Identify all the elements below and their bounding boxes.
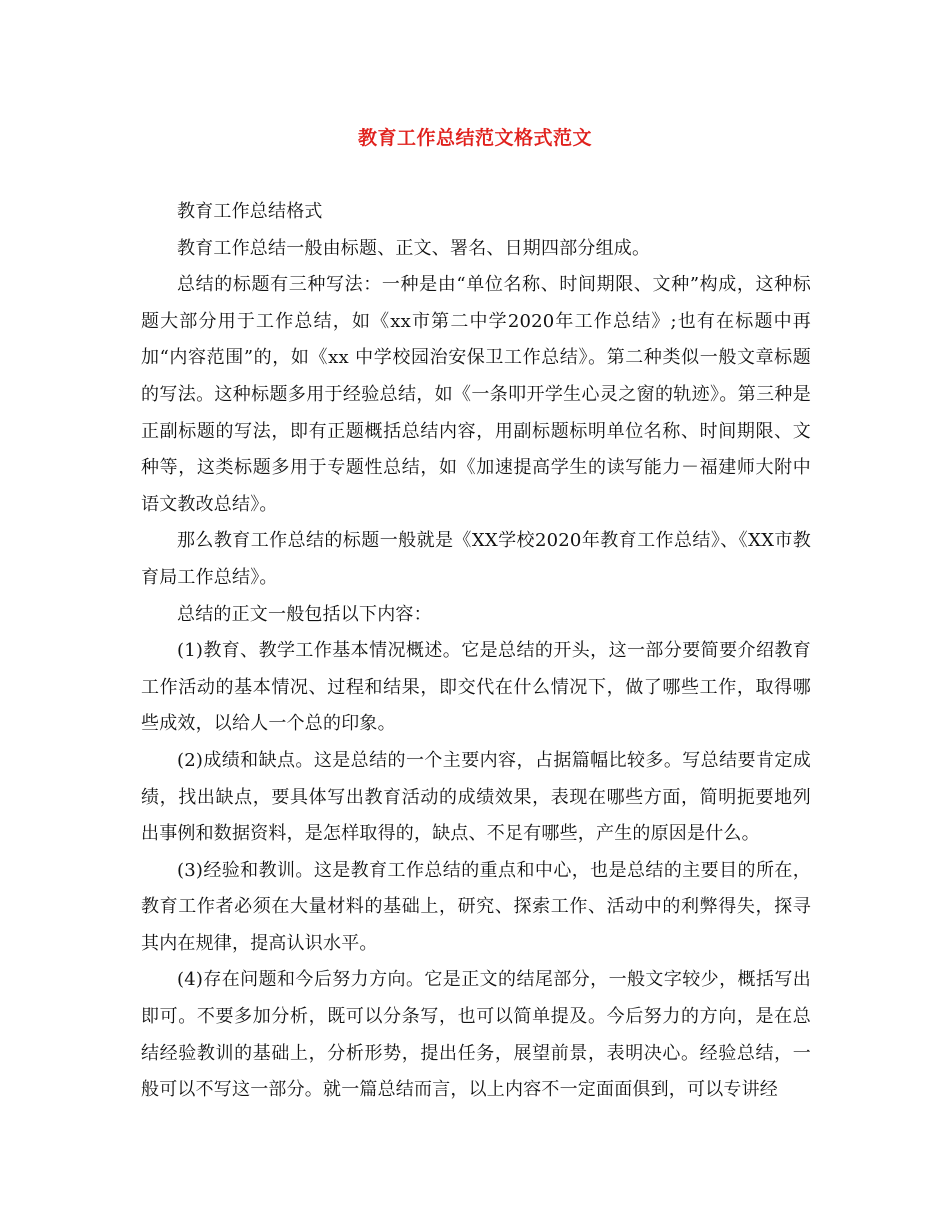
document-title: 教育工作总结范文格式范文 xyxy=(357,127,592,149)
document-body xyxy=(141,194,811,1109)
paragraph-item-1: (1)教育、教学工作基本情况概述。它是总结的开头，这一部分要简要介绍教育工作活动的基本情况、过程和结果，即交代在什么情况下，做了哪些工作，取得哪些成效，以给人一个总的印象。 xyxy=(141,640,811,735)
paragraph-item-4: (4)存在问题和今后努力方向。它是正文的结尾部分，一般文字较少，概括写出即可。不要多加分析，既可以分条写，也可以简单提及。今后努力的方向，是在总结经验教训的基础上，分析形势，提出任务，展望前景，表明决心。经验总结，一般可以不写这一部分。就一篇总结而言，以上内容不一定面面俱到，可以专讲经 xyxy=(141,969,811,1101)
paragraph-composition: 教育工作总结一般由标题、正文、署名、日期四部分组成。 xyxy=(177,237,651,259)
paragraph-title-example: 那么教育工作总结的标题一般就是《XX学校2020年教育工作总结》、《XX市教育局工作总结》。 xyxy=(141,530,811,588)
paragraph-item-2: (2)成绩和缺点。这是总结的一个主要内容，占据篇幅比较多。写总结要肯定成绩，找出缺点，要具体写出教育活动的成绩效果，表现在哪些方面，简明扼要地列出事例和数据资料，是怎样取得的，缺点、不足有哪些，产生的原因是什么。 xyxy=(141,749,811,845)
paragraph-heading: 教育工作总结格式 xyxy=(177,201,323,222)
paragraph-item-3: (3)经验和教训。这是教育工作总结的重点和中心，也是总结的主要目的所在，教育工作者必须在大量材料的基础上，研究、探索工作、活动中的利弊得失，探寻其内在规律，提高认识水平。 xyxy=(141,859,811,954)
paragraph-title-methods: 总结的标题有三种写法：一种是由“单位名称、时间期限、文种”构成，这种标题大部分用于工作总结，如《xx市第二中学2020年工作总结》;也有在标题中再加“内容范围”的，如《xx 中学校园治安保卫工作总结》。第二种类似一般文章标题的写法。这种标题多用于经验总结，如《一条叩开学生心灵之窗的轨迹》。第三种是正副标题的写法，即有正题概括总结内容，用副标题标明单位名称、时间期限、文种等，这类标题多用于专题性总结，如《加速提高学生的读写能力－福建师大附中语文教改总结》。 xyxy=(141,274,811,515)
paragraph-body-intro: 总结的正文一般包括以下内容： xyxy=(177,603,432,625)
